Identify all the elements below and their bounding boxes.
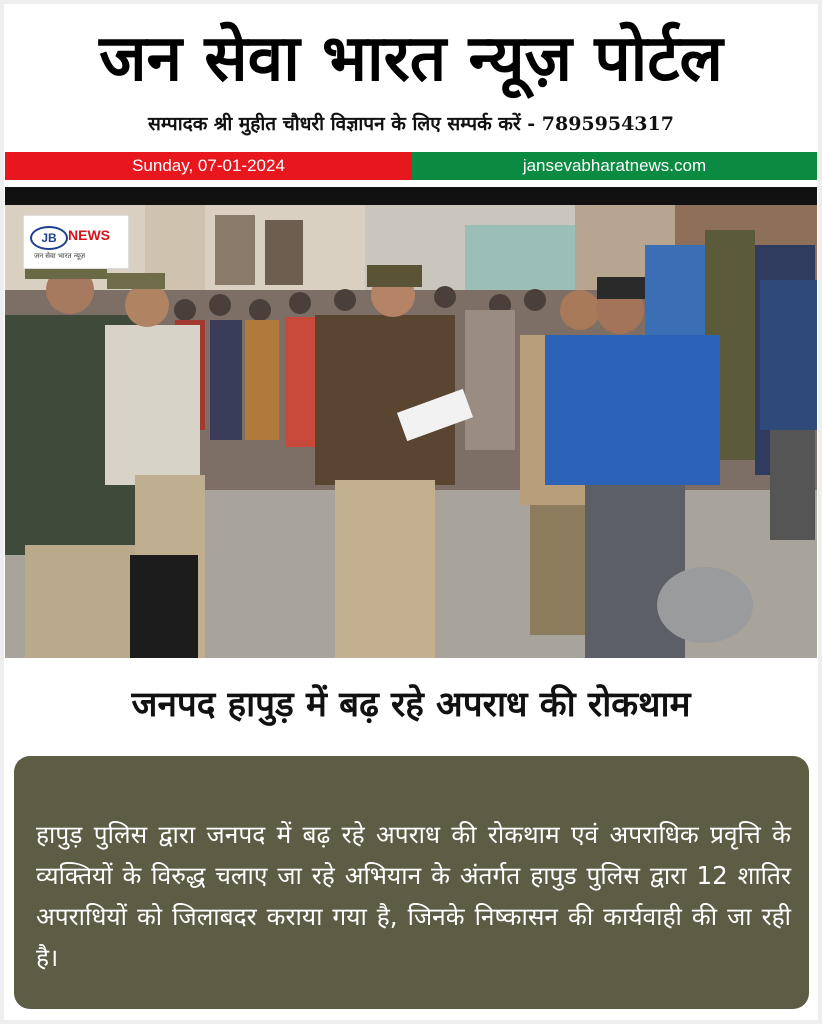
article-headline: जनपद हापुड़ में बढ़ रहे अपराध की रोकथाम: [131, 685, 691, 725]
date-bar: Sunday, 07-01-2024: [5, 152, 412, 180]
editor-contact-line: सम्पादक श्री मुहीत चौधरी विज्ञापन के लिए सम्पर्क करें - 7895954317: [148, 113, 674, 135]
article-body-text: हापुड़ पुलिस द्वारा जनपद में बढ़ रहे अपराध की रोकथाम एवं अपराधिक प्रवृत्ति के व्यक्तियों के विरुद्ध चलाए जा रहे अभियान के अंतर्गत हापुड पुलिस द्वारा 12 शातिर अपराधियों को जिलाबदर कराया गया है, जिनके निष्कासन की कार्यवाही की जा रही है।: [36, 820, 791, 972]
news-photo-illustration: [5, 205, 817, 658]
website-bar[interactable]: jansevabharatnews.com: [412, 152, 817, 180]
news-photo: [5, 205, 817, 658]
masthead-title: जन सेवा भारत न्यूज़ पोर्टल: [99, 22, 723, 96]
divider-bar: [5, 187, 817, 205]
article-body-box: [14, 756, 809, 1009]
logo-word: NEWS: [68, 227, 110, 243]
logo-tagline: जन सेवा भारत न्यूज़: [34, 252, 86, 260]
logo-mark: JB: [30, 226, 68, 250]
jb-news-logo: [23, 215, 129, 269]
